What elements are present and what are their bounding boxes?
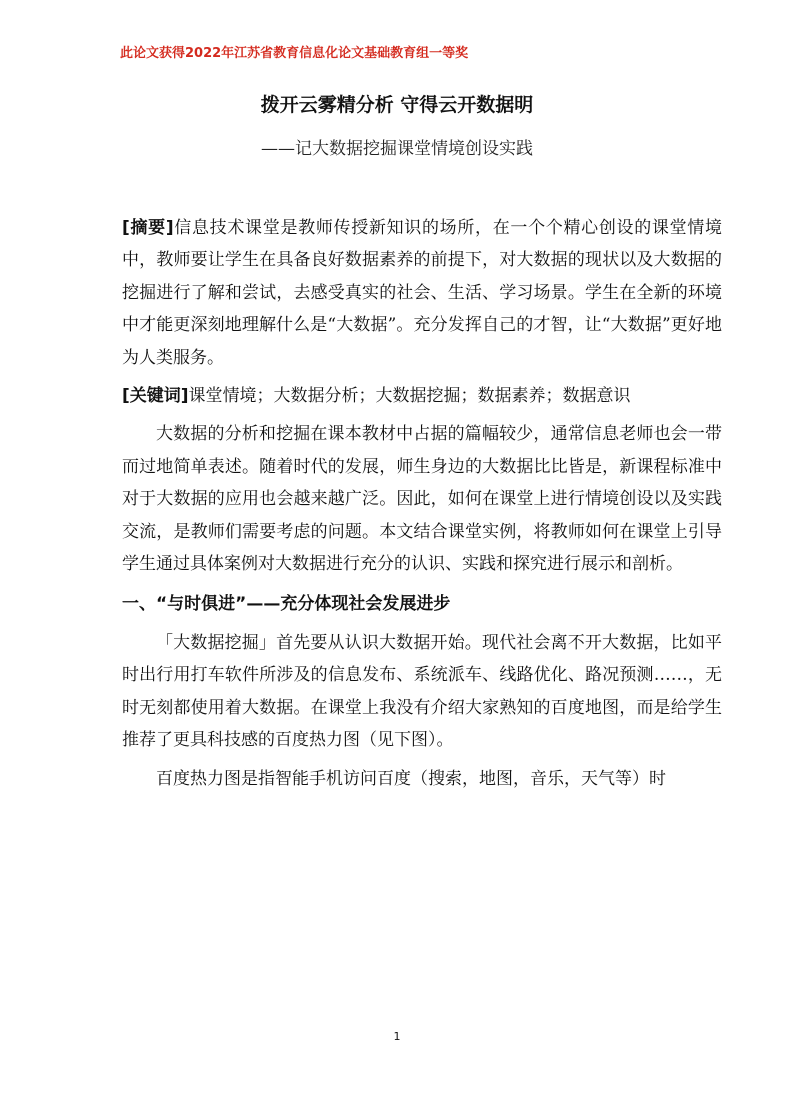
abstract-paragraph (122, 212, 722, 374)
abstract-text: 信息技术课堂是教师传授新知识的场所，在一个个精心创设的课堂情境中，教师要让学生在具备良好数据素养的前提下，对大数据的现状以及大数据的挖掘进行了解和尝试，去感受真实的社会、生活、学习场景。学生在全新的环境中才能更深刻地理解什么是“大数据”。充分发挥自己的才智，让“大数据”更好地为人类服务。 (122, 218, 722, 368)
section-paragraph: 「大数据挖掘」首先要从认识大数据开始。现代社会离不开大数据，比如平时出行用打车软件所涉及的信息发布、系统派车、线路优化、路况预测……，无时无刻都使用着大数据。在课堂上我没有介绍大家熟知的百度地图，而是给学生推荐了更具科技感的百度热力图（见下图）。 (122, 632, 722, 751)
abstract-label: [摘要] (122, 218, 174, 238)
document-title: 拨开云雾精分析 守得云开数据明 (260, 94, 534, 116)
page-number: 1 (393, 1030, 401, 1043)
award-header: 此论文获得2022年江苏省教育信息化论文基础教育组一等奖 (120, 46, 469, 61)
keywords-paragraph (122, 380, 722, 412)
keywords-label: [关键词] (122, 386, 189, 407)
section-heading: 一、“与时俱进”——充分体现社会发展进步 (122, 594, 451, 615)
keywords-text: 课堂情境；大数据分析；大数据挖掘；数据素养；数据意识 (188, 386, 631, 407)
document-subtitle: ——记大数据挖掘课堂情境创设实践 (261, 139, 533, 159)
intro-paragraph: 大数据的分析和挖掘在课本教材中占据的篇幅较少，通常信息老师也会一带而过地简单表述。随着时代的发展，师生身边的大数据比比皆是，新课程标准中对于大数据的应用也会越来越广泛。因此，如何在课堂上进行情境创设以及实践交流，是教师们需要考虑的问题。本文结合课堂实例，将教师如何在课堂上引导学生通过具体案例对大数据进行充分的认识、实践和探究进行展示和剖析。 (122, 424, 722, 575)
section-paragraph: 百度热力图是指智能手机访问百度（搜索，地图，音乐，天气等）时 (156, 768, 666, 789)
document-body (122, 212, 722, 795)
